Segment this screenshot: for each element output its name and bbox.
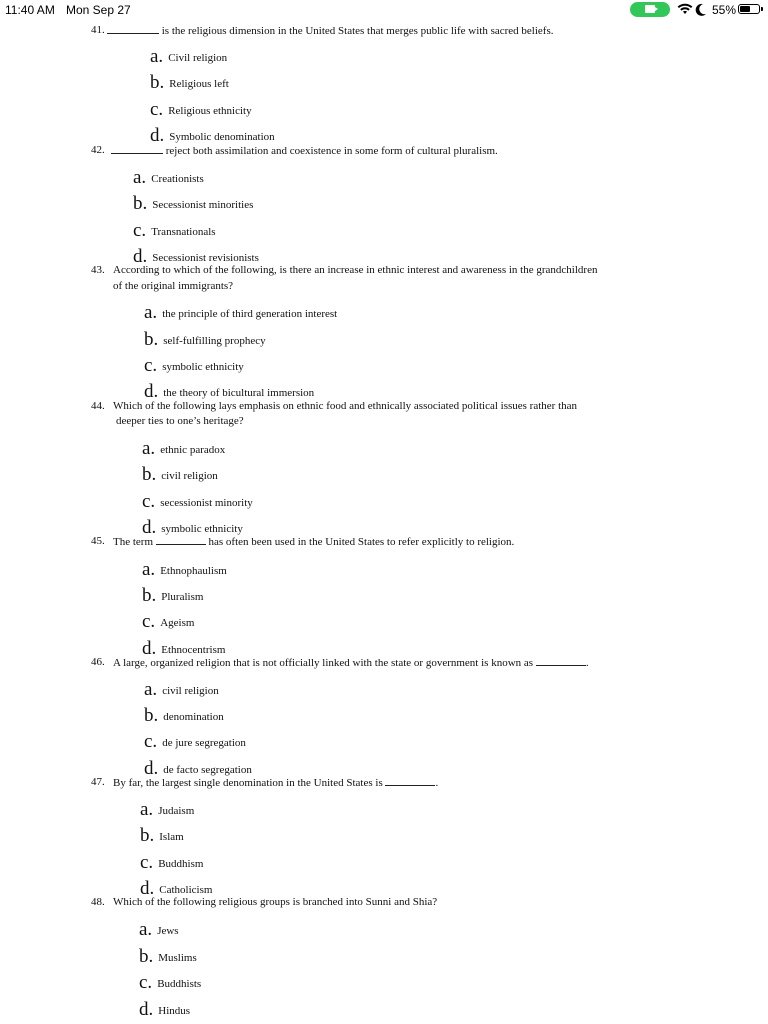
option-text: Ethnocentrism bbox=[161, 644, 226, 656]
pill-indicator-icon bbox=[630, 2, 670, 17]
answer-option bbox=[144, 329, 266, 351]
option-text: Pluralism bbox=[161, 591, 204, 603]
option-text: Buddhists bbox=[157, 978, 202, 990]
question-text bbox=[113, 775, 438, 791]
battery-tip bbox=[761, 7, 763, 11]
answer-option bbox=[150, 99, 252, 121]
option-letter: b. bbox=[150, 72, 165, 93]
status-time: 11:40 AM bbox=[5, 3, 55, 17]
option-letter: c. bbox=[139, 972, 153, 993]
answer-blank bbox=[156, 534, 206, 545]
option-text: Creationists bbox=[151, 173, 204, 185]
option-text: denomination bbox=[163, 711, 224, 723]
answer-option bbox=[140, 825, 184, 847]
answer-blank bbox=[111, 143, 163, 154]
option-text: ethnic paradox bbox=[160, 444, 226, 456]
option-letter: b. bbox=[133, 193, 148, 214]
answer-option bbox=[144, 705, 224, 727]
option-text: de jure segregation bbox=[162, 737, 246, 749]
option-letter: b. bbox=[139, 946, 154, 967]
question-text-line2: of the original immigrants? bbox=[113, 280, 234, 292]
wifi-icon bbox=[677, 3, 693, 15]
option-letter: a. bbox=[142, 559, 156, 580]
battery-percent: 55% bbox=[712, 3, 737, 17]
option-letter: b. bbox=[142, 585, 157, 606]
option-text: the principle of third generation interest bbox=[162, 308, 338, 320]
option-letter: c. bbox=[144, 731, 158, 752]
option-text: Ethnophaulism bbox=[160, 565, 227, 577]
option-letter: b. bbox=[144, 705, 159, 726]
option-text: the theory of bicultural immersion bbox=[163, 387, 315, 399]
option-letter: a. bbox=[139, 919, 153, 940]
question-number: 43. bbox=[91, 264, 105, 276]
option-letter: a. bbox=[144, 679, 158, 700]
answer-blank bbox=[107, 23, 159, 34]
option-letter: c. bbox=[140, 852, 154, 873]
option-letter: a. bbox=[133, 167, 147, 188]
option-text: Religious ethnicity bbox=[168, 105, 252, 117]
answer-option bbox=[140, 852, 203, 874]
option-letter: d. bbox=[144, 758, 159, 779]
question-text-pre: A large, organized religion that is not officially linked with the state or government is known as bbox=[113, 657, 536, 669]
option-text: Secessionist minorities bbox=[152, 199, 254, 211]
option-letter: a. bbox=[142, 438, 156, 459]
answer-option bbox=[139, 972, 201, 994]
question-number: 42. bbox=[91, 144, 105, 156]
question-text-pre: The term bbox=[113, 536, 156, 548]
question-text bbox=[107, 23, 554, 39]
question-text-post: reject both assimilation and coexistence in some form of cultural pluralism. bbox=[163, 145, 498, 157]
answer-option bbox=[144, 731, 246, 753]
option-letter: a. bbox=[140, 799, 154, 820]
question-number: 46. bbox=[91, 656, 105, 668]
option-text: Civil religion bbox=[168, 52, 228, 64]
status-date: Mon Sep 27 bbox=[66, 3, 131, 17]
question-text bbox=[111, 143, 498, 159]
answer-option bbox=[133, 220, 216, 242]
question-number: 47. bbox=[91, 776, 105, 788]
option-text: Ageism bbox=[160, 617, 195, 629]
answer-option bbox=[139, 946, 197, 968]
question-text-post: . bbox=[585, 657, 589, 669]
option-text: civil religion bbox=[161, 470, 218, 482]
option-letter: b. bbox=[142, 464, 157, 485]
answer-option bbox=[142, 559, 227, 581]
option-text: Islam bbox=[159, 831, 184, 843]
option-letter: d. bbox=[144, 381, 159, 402]
question-text-post: . bbox=[435, 777, 439, 789]
answer-option bbox=[142, 585, 203, 607]
answer-option bbox=[144, 302, 337, 324]
question-number: 44. bbox=[91, 400, 105, 412]
answer-option bbox=[142, 491, 253, 513]
option-letter: c. bbox=[142, 491, 156, 512]
option-text: self-fulfilling prophecy bbox=[163, 335, 266, 347]
question-text: Which of the following religious groups is branched into Sunni and Shia? bbox=[113, 896, 438, 908]
question-text: Which of the following lays emphasis on ethnic food and ethnically associated political issues rather than bbox=[113, 400, 578, 412]
option-letter: d. bbox=[150, 125, 165, 146]
question-number: 48. bbox=[91, 896, 105, 908]
answer-option bbox=[142, 464, 218, 486]
question-text-pre: By far, the largest single denomination in the United States is bbox=[113, 777, 386, 789]
battery-icon bbox=[738, 4, 760, 14]
answer-option bbox=[150, 46, 227, 68]
option-text: Buddhism bbox=[158, 858, 204, 870]
answer-option bbox=[142, 611, 194, 633]
option-text: symbolic ethnicity bbox=[161, 523, 243, 535]
option-text: Judaism bbox=[158, 805, 195, 817]
answer-option bbox=[140, 799, 194, 821]
option-letter: b. bbox=[140, 825, 155, 846]
question-text bbox=[113, 655, 589, 671]
answer-option bbox=[133, 193, 253, 215]
answer-option bbox=[142, 438, 225, 460]
answer-option bbox=[150, 72, 229, 94]
option-text: Symbolic denomination bbox=[169, 131, 275, 143]
answer-option bbox=[144, 355, 244, 377]
option-letter: c. bbox=[133, 220, 147, 241]
option-text: secessionist minority bbox=[160, 497, 253, 509]
question-number: 45. bbox=[91, 535, 105, 547]
option-text: symbolic ethnicity bbox=[162, 361, 244, 373]
option-text: Jews bbox=[157, 925, 179, 937]
option-letter: d. bbox=[142, 517, 157, 538]
option-text: Muslims bbox=[158, 952, 197, 964]
answer-option bbox=[139, 999, 190, 1021]
option-text: de facto segregation bbox=[163, 764, 252, 776]
question-text-line2: deeper ties to one’s heritage? bbox=[116, 415, 244, 427]
option-text: Hindus bbox=[158, 1005, 191, 1017]
option-text: Catholicism bbox=[159, 884, 213, 896]
question-number: 41. bbox=[91, 24, 105, 36]
battery-fill bbox=[740, 6, 750, 12]
option-text: Secessionist revisionists bbox=[152, 252, 259, 264]
answer-option bbox=[133, 167, 204, 189]
option-letter: b. bbox=[144, 329, 159, 350]
option-letter: c. bbox=[144, 355, 158, 376]
status-bar bbox=[0, 0, 768, 20]
option-letter: d. bbox=[142, 638, 157, 659]
question-text-post: has often been used in the United States to refer explicitly to religion. bbox=[205, 536, 515, 548]
option-letter: c. bbox=[150, 99, 164, 120]
option-letter: a. bbox=[150, 46, 164, 67]
option-text: Religious left bbox=[169, 78, 229, 90]
option-letter: d. bbox=[133, 246, 148, 267]
option-letter: d. bbox=[140, 878, 155, 899]
answer-blank bbox=[536, 655, 586, 666]
option-letter: d. bbox=[139, 999, 154, 1020]
answer-option bbox=[144, 679, 219, 701]
answer-blank bbox=[385, 775, 435, 786]
option-letter: c. bbox=[142, 611, 156, 632]
moon-icon bbox=[695, 3, 707, 16]
option-text: Transnationals bbox=[151, 226, 216, 238]
answer-option bbox=[139, 919, 179, 941]
question-text: According to which of the following, is there an increase in ethnic interest and awareness in the grandchildren bbox=[113, 264, 598, 276]
question-text-post: is the religious dimension in the United States that merges public life with sacred beliefs. bbox=[159, 25, 554, 37]
option-text: civil religion bbox=[162, 685, 219, 697]
question-text bbox=[113, 534, 514, 550]
option-letter: a. bbox=[144, 302, 158, 323]
